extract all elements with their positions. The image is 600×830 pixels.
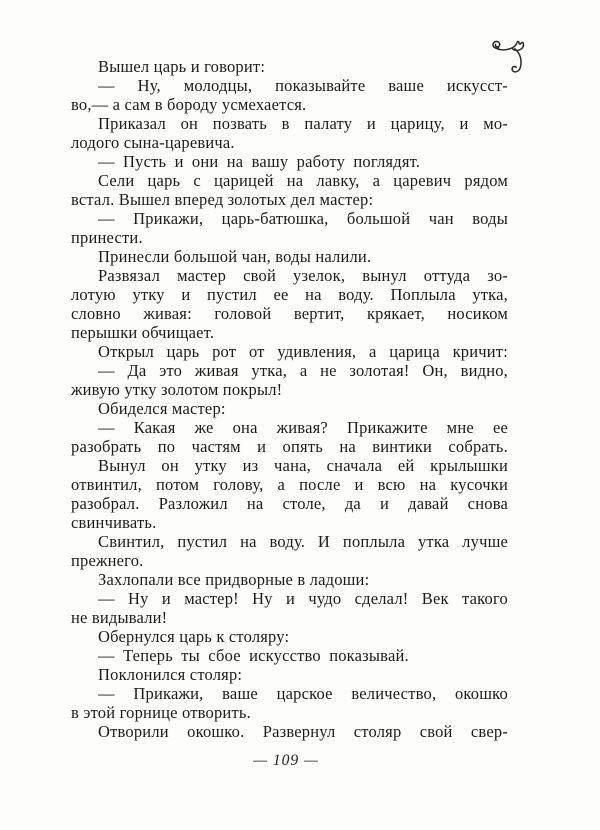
text-line: разобрать по частям и опять на винтики собрать. [71, 437, 508, 456]
text-line: разобрал. Разложил на столе, да и давай снова [71, 494, 508, 513]
text-line: не видывали! [71, 608, 168, 627]
text-line: лодого сына-царевича. [71, 133, 235, 152]
text-line: словно живая: головой вертит, крякает, носиком [71, 304, 508, 323]
text-line: живую утку золотом покрыл! [71, 380, 283, 399]
story-text [71, 57, 508, 741]
text-line: Отворили окошко. Развернул столяр свой свер- [98, 722, 508, 741]
text-line: — Ну, молодцы, показывайте ваше искусст- [98, 76, 508, 95]
text-line: Принесли большой чан, воды налили. [98, 247, 372, 266]
text-line: — Прикажи, царь-батюшка, большой чан воды [98, 209, 508, 228]
text-line: отвинтил, потом голову, а после и всю на кусочки [71, 475, 508, 494]
text-line: встал. Вышел вперед золотых дел мастер: [71, 190, 374, 209]
text-line: свинчивать. [71, 513, 157, 532]
text-line: Свинтил, пустил на воду. И поплыла утка лучше [98, 532, 508, 551]
text-line: лотую утку и пустил ее на воду. Поплыла утка, [71, 285, 508, 304]
text-line: — Прикажи, ваше царское величество, окошко [98, 684, 508, 703]
text-line: в этой горнице отворить. [71, 703, 251, 722]
text-line: принести. [71, 228, 143, 247]
text-line: — Да это живая утка, а не золотая! Он, видно, [98, 361, 508, 380]
text-line: Обернулся царь к столяру: [98, 627, 290, 646]
text-line: во,— а сам в бороду усмехается. [71, 95, 307, 114]
text-line: — Теперь ты сбое искусство показывай. [98, 646, 409, 665]
text-line: перышки обчищает. [71, 323, 215, 342]
text-line: Сели царь с царицей на лавку, а царевич рядом [98, 171, 508, 190]
text-line: — Пусть и они на вашу работу поглядят. [98, 152, 421, 171]
text-line: — Какая же она живая? Прикажите мне ее [98, 418, 508, 437]
text-line: Обиделся мастер: [98, 399, 226, 418]
text-line: Приказал он позвать в палату и царицу, и мо- [98, 114, 508, 133]
text-line: Вынул он утку из чана, сначала ей крылышки [98, 456, 508, 475]
text-line: Развязал мастер свой узелок, вынул оттуда зо- [98, 266, 508, 285]
text-line: Захлопали все придворные в ладоши: [98, 570, 370, 589]
page-number: — 109 — [253, 752, 319, 769]
text-line: Открыл царь рот от удивления, а царица кричит: [98, 342, 508, 361]
text-line: Поклонился столяр: [98, 665, 243, 684]
text-line: прежнего. [71, 551, 144, 570]
text-line: — Ну и мастер! Ну и чудо сделал! Век такого [98, 589, 508, 608]
text-line: Вышел царь и говорит: [98, 57, 266, 76]
